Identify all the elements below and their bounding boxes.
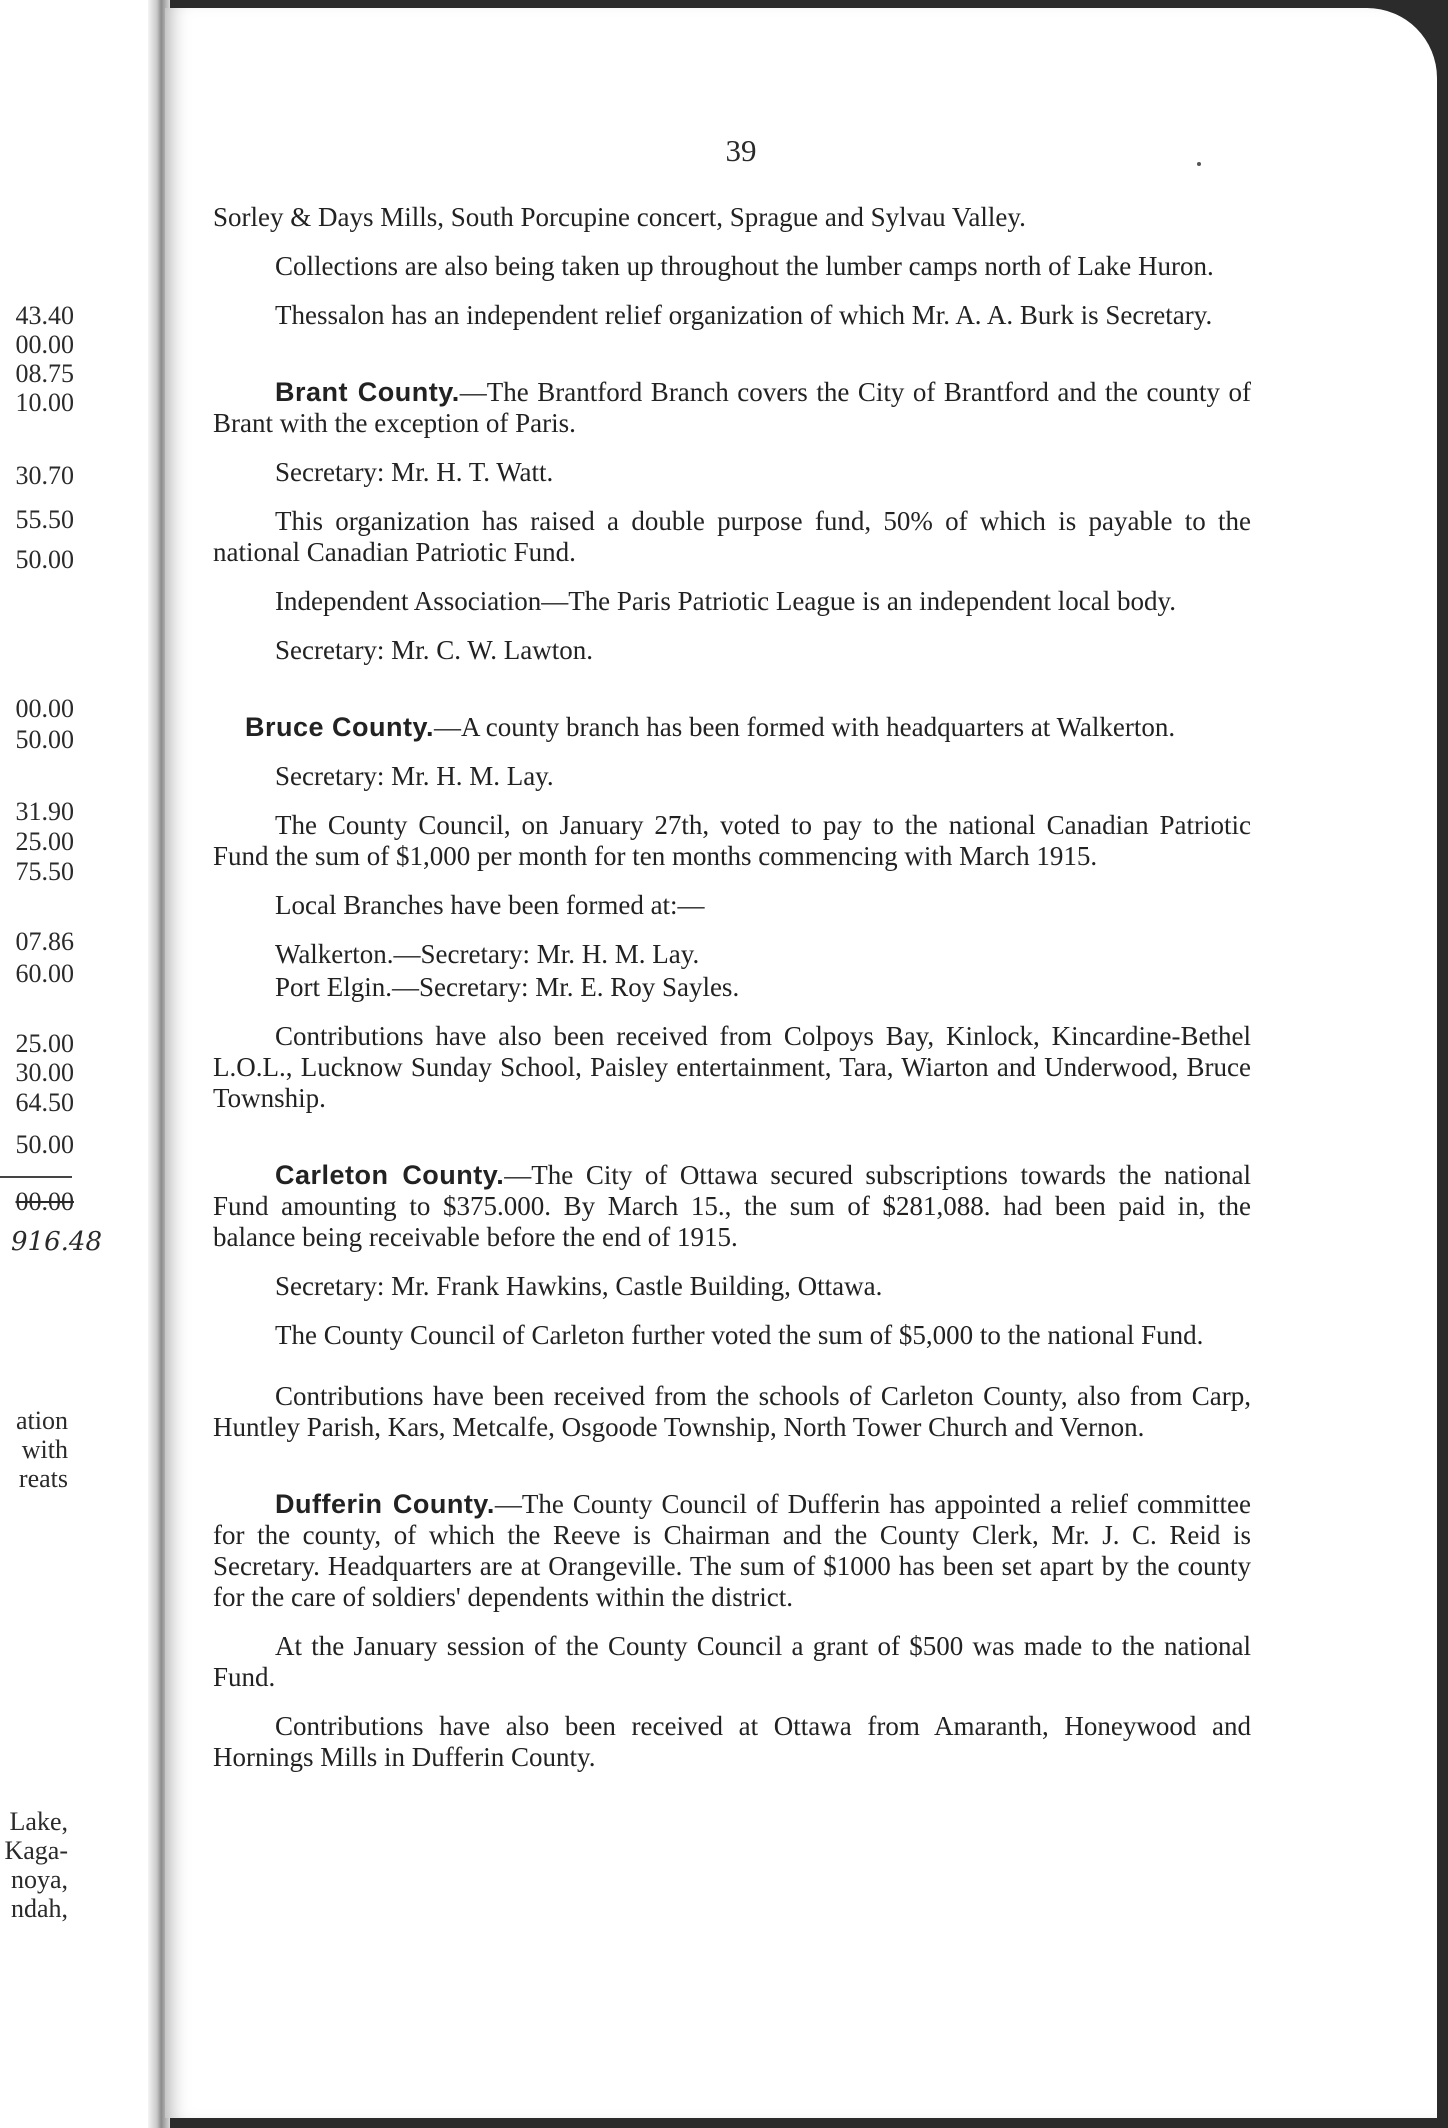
word-fragment: reats <box>18 1464 68 1493</box>
figure: 30.00 <box>15 1058 74 1087</box>
figure: 08.75 <box>15 359 74 388</box>
word-fragment: with <box>21 1435 68 1464</box>
paragraph: Independent Association—The Paris Patriotic League is an independent local body. <box>275 586 1177 616</box>
paragraph: At the January session of the County Council a grant of $500 was made to the national Fund. <box>213 1631 1251 1692</box>
paragraph: Contributions have been received from the schools of Carleton County, also from Carp, Huntley Parish, Kars, Metcalfe, Osgoode Township, North Tower Church and Vernon. <box>213 1381 1251 1442</box>
figure: 30.70 <box>15 461 74 490</box>
sum-rule <box>0 1176 72 1178</box>
paragraph: This organization has raised a double purpose fund, 50% of which is payable to the national Canadian Patriotic Fund. <box>213 506 1251 567</box>
figure-struck: 00.00 <box>15 1187 74 1216</box>
page <box>165 8 1437 2118</box>
print-speck <box>1197 162 1201 166</box>
figure: 25.00 <box>15 827 74 856</box>
section-heading: Dufferin County. <box>275 1489 495 1519</box>
word-fragment: ndah, <box>10 1894 68 1923</box>
section-intro: —The Brantford Branch covers the City of Brantford and the county of Brant with the exception of Paris. <box>213 377 1251 438</box>
branch-line: Port Elgin.—Secretary: Mr. E. Roy Sayles. <box>275 972 740 1002</box>
figure: 75.50 <box>15 857 74 886</box>
figure: 50.00 <box>15 545 74 574</box>
paragraph: Local Branches have been formed at:— <box>275 890 705 920</box>
section-intro: —The County Council of Dufferin has appointed a relief committee for the county, of which the Reeve is Chairman and the County Clerk, Mr. J. C. Reid is Secretary. Headquarters are at Orangeville. The sum of $1000 has been set apart by the county for the care of soldiers' dependents within the district. <box>213 1489 1251 1612</box>
previous-page-figures <box>0 0 150 2128</box>
word-fragment: ation <box>16 1406 68 1435</box>
figure: 60.00 <box>15 959 74 988</box>
figure: 43.40 <box>15 301 74 330</box>
dufferin-county-section <box>213 1489 1251 1613</box>
paragraph: Collections are also being taken up throughout the lumber camps north of Lake Huron. <box>275 251 1214 281</box>
section-intro: —The City of Ottawa secured subscriptions towards the national Fund amounting to $375.000. By March 15., the sum of $281,088. had been paid in, the balance being receivable before the end of 1915. <box>213 1160 1251 1252</box>
bruce-county-section <box>213 712 1251 743</box>
paragraph: Contributions have also been received from Colpoys Bay, Kinlock, Kincardine-Bethel L.O.L., Lucknow Sunday School, Paisley entertainment, Tara, Wiarton and Underwood, Bruce Township. <box>213 1021 1251 1113</box>
figure: 25.00 <box>15 1029 74 1058</box>
section-intro: —A county branch has been formed with headquarters at Walkerton. <box>434 712 1176 742</box>
secretary-line: Secretary: Mr. Frank Hawkins, Castle Building, Ottawa. <box>275 1271 883 1301</box>
figure: 64.50 <box>15 1088 74 1117</box>
carleton-county-section <box>213 1160 1251 1253</box>
previous-page <box>0 0 165 2128</box>
paragraph: The County Council of Carleton further voted the sum of $5,000 to the national Fund. <box>275 1320 1204 1350</box>
word-fragment: noya, <box>10 1865 68 1894</box>
secretary-line: Secretary: Mr. C. W. Lawton. <box>275 635 593 665</box>
page-body <box>213 202 1251 1791</box>
handwritten-total: 916.48 <box>11 1227 102 1257</box>
figure: 55.50 <box>15 505 74 534</box>
paragraph: Contributions have also been received at Ottawa from Amaranth, Honeywood and Hornings Mills in Dufferin County. <box>213 1711 1251 1772</box>
figure: 50.00 <box>15 725 74 754</box>
paragraph: Thessalon has an independent relief organization of which Mr. A. A. Burk is Secretary. <box>275 300 1213 330</box>
section-heading: Carleton County. <box>275 1160 505 1190</box>
figure: 00.00 <box>15 694 74 723</box>
word-fragment: Lake, <box>9 1807 68 1836</box>
paragraph: The County Council, on January 27th, voted to pay to the national Canadian Patriotic Fund the sum of $1,000 per month for ten months commencing with March 1915. <box>213 810 1251 871</box>
word-fragment: Kaga- <box>4 1836 68 1865</box>
figure: 00.00 <box>15 330 74 359</box>
paragraph: Sorley & Days Mills, South Porcupine concert, Sprague and Sylvau Valley. <box>213 202 1026 232</box>
section-heading: Bruce County. <box>245 712 435 742</box>
page-number: 39 <box>725 133 757 168</box>
secretary-line: Secretary: Mr. H. T. Watt. <box>275 457 554 487</box>
figure: 07.86 <box>15 927 74 956</box>
section-heading: Brant County. <box>275 377 460 407</box>
figure: 50.00 <box>15 1130 74 1159</box>
branch-line: Walkerton.—Secretary: Mr. H. M. Lay. <box>275 939 700 969</box>
secretary-line: Secretary: Mr. H. M. Lay. <box>275 761 554 791</box>
figure: 31.90 <box>15 797 74 826</box>
figure: 10.00 <box>15 388 74 417</box>
brant-county-section <box>213 377 1251 439</box>
